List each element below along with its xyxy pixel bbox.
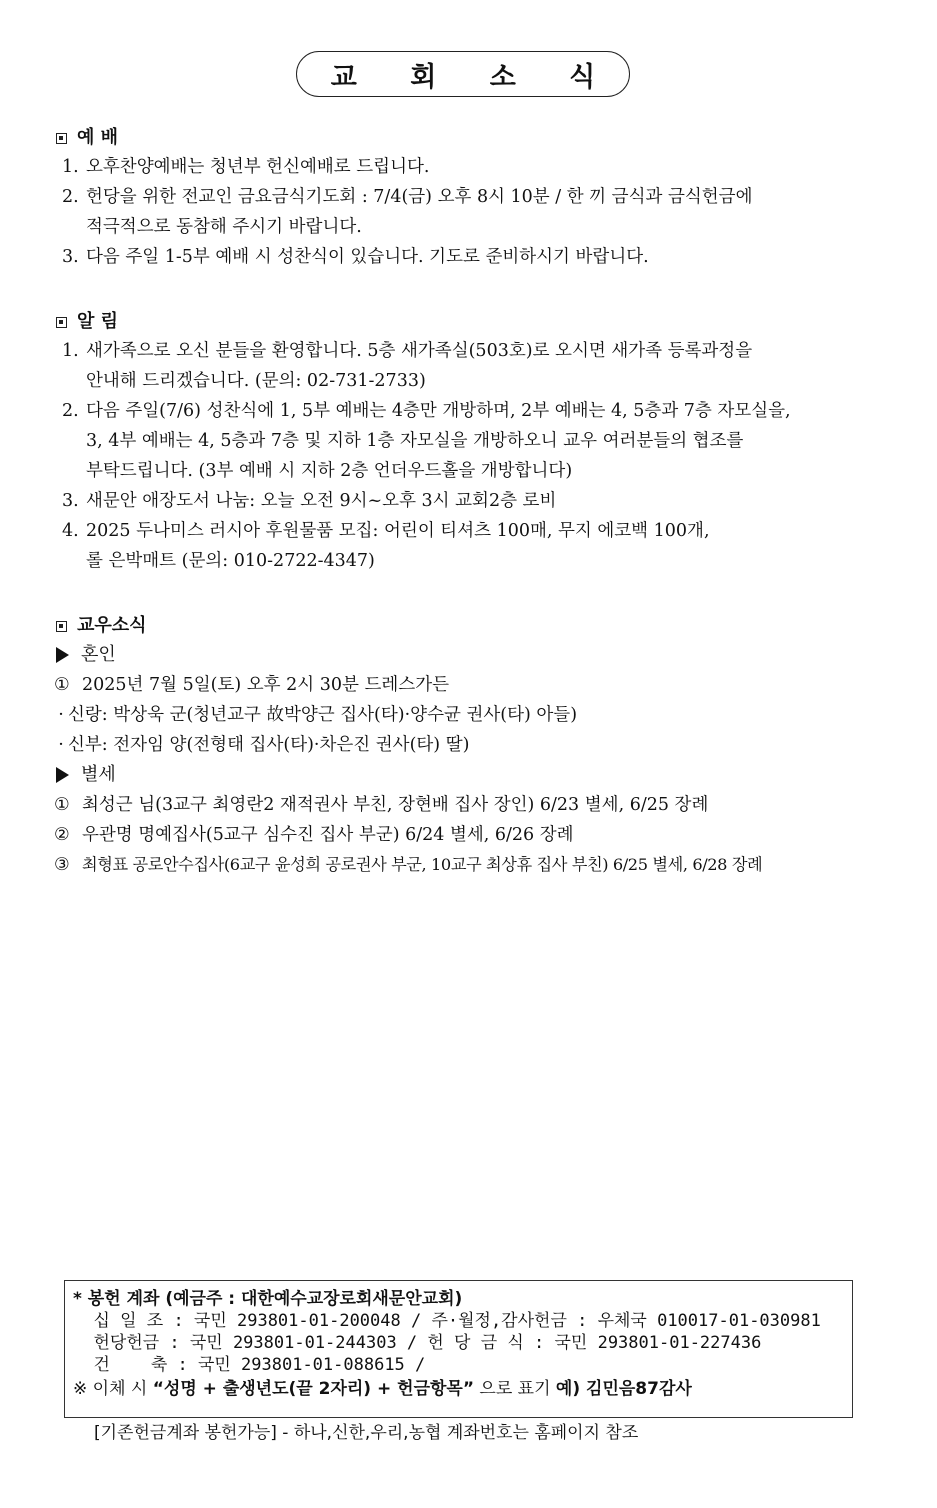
page-title: 교 회 소 식 bbox=[330, 61, 618, 93]
accounts-title: * 봉헌 계좌 (예금주 : 대한예수교장로회새문안교회) bbox=[73, 1289, 463, 1309]
funeral-entry: ② 우관명 명예집사(5교구 심수진 집사 부군) 6/24 별세, 6/26 장례 bbox=[54, 825, 574, 845]
square-bullet-icon bbox=[56, 133, 67, 144]
square-bullet-icon bbox=[56, 621, 67, 632]
members-heading-text: 교우소식 bbox=[77, 615, 147, 636]
worship-item-2-cont: 적극적으로 동참해 주시기 바랍니다. bbox=[86, 217, 362, 237]
account-line: 헌당헌금 : 국민 293801-01-244303 / 헌 당 금 식 : 국민 293801-01-227436 bbox=[73, 1333, 762, 1353]
notice-item-2-cont: 부탁드립니다. (3부 예배 시 지하 2층 언더우드홀을 개방합니다) bbox=[86, 461, 573, 481]
funeral-entry: ① 최성근 님(3교구 최영란2 재적권사 부친, 장현배 집사 장인) 6/23 별세, 6/25 장례 bbox=[54, 795, 709, 815]
wedding-entry: · 신부: 전자임 양(전형태 집사(타)·차은진 권사(타) 딸) bbox=[58, 735, 470, 755]
worship-heading bbox=[54, 124, 904, 152]
wedding-entry: · 신랑: 박상욱 군(청년교구 故박양근 집사(타)·양수균 권사(타) 아들) bbox=[58, 705, 578, 725]
title-box bbox=[296, 51, 630, 97]
square-bullet-icon bbox=[56, 317, 67, 328]
worship-section bbox=[54, 124, 904, 272]
notice-heading bbox=[54, 308, 904, 336]
notice-item-4: 4. 2025 두나미스 러시아 후원물품 모집: 어린이 티셔츠 100매, 무지 에코백 100개, bbox=[62, 521, 710, 541]
wedding-entry: ① 2025년 7월 5일(토) 오후 2시 30분 드레스가든 bbox=[54, 675, 450, 695]
worship-heading-text: 예 배 bbox=[77, 127, 119, 148]
account-line: 십 일 조 : 국민 293801-01-200048 / 주·월정,감사헌금 : 우체국 010017-01-030981 bbox=[73, 1311, 821, 1331]
worship-item-2: 2. 헌당을 위한 전교인 금요금식기도회 : 7/4(금) 오후 8시 10분 / 한 끼 금식과 금식헌금에 bbox=[62, 187, 753, 207]
members-heading bbox=[54, 612, 904, 640]
worship-item-1: 1. 오후찬양예배는 청년부 헌신예배로 드립니다. bbox=[62, 157, 430, 177]
transfer-note: ※ 이체 시 “성명 + 출생년도(끝 2자리) + 헌금항목” 으로 표기 예) 김민음87감사 bbox=[73, 1379, 692, 1399]
members-section bbox=[54, 612, 904, 880]
funeral-entry: ③ 최형표 공로안수집사(6교구 윤성희 공로권사 부군, 10교구 최상휴 집사 부친) 6/25 별세, 6/28 장례 bbox=[54, 855, 763, 875]
triangle-bullet-icon bbox=[56, 647, 69, 663]
notice-item-3: 3. 새문안 애장도서 나눔: 오늘 오전 9시~오후 3시 교회2층 로비 bbox=[62, 491, 557, 511]
notice-item-1-cont: 안내해 드리겠습니다. (문의: 02-731-2733) bbox=[86, 371, 426, 391]
notice-section bbox=[54, 308, 904, 576]
funeral-heading: 별세 bbox=[54, 760, 904, 790]
account-line: 건 축 : 국민 293801-01-088615 / bbox=[73, 1355, 426, 1375]
triangle-bullet-icon bbox=[56, 767, 69, 783]
notice-item-1: 1. 새가족으로 오신 분들을 환영합니다. 5층 새가족실(503호)로 오시면 새가족 등록과정을 bbox=[62, 341, 753, 361]
footer-note: [기존헌금계좌 봉헌가능] - 하나,신한,우리,농협 계좌번호는 홈페이지 참조 bbox=[94, 1423, 639, 1443]
notice-item-2: 2. 다음 주일(7/6) 성찬식에 1, 5부 예배는 4층만 개방하며, 2부 예배는 4, 5층과 7층 자모실을, bbox=[62, 401, 791, 421]
notice-heading-text: 알 림 bbox=[77, 311, 119, 332]
offering-accounts-box bbox=[64, 1280, 853, 1418]
notice-item-4-cont: 롤 은박매트 (문의: 010-2722-4347) bbox=[86, 551, 375, 571]
wedding-heading: 혼인 bbox=[54, 640, 904, 670]
worship-item-3: 3. 다음 주일 1-5부 예배 시 성찬식이 있습니다. 기도로 준비하시기 바랍니다. bbox=[62, 247, 649, 267]
notice-item-2-cont: 3, 4부 예배는 4, 5층과 7층 및 지하 1층 자모실을 개방하오니 교우 여러분들의 협조를 bbox=[86, 431, 744, 451]
